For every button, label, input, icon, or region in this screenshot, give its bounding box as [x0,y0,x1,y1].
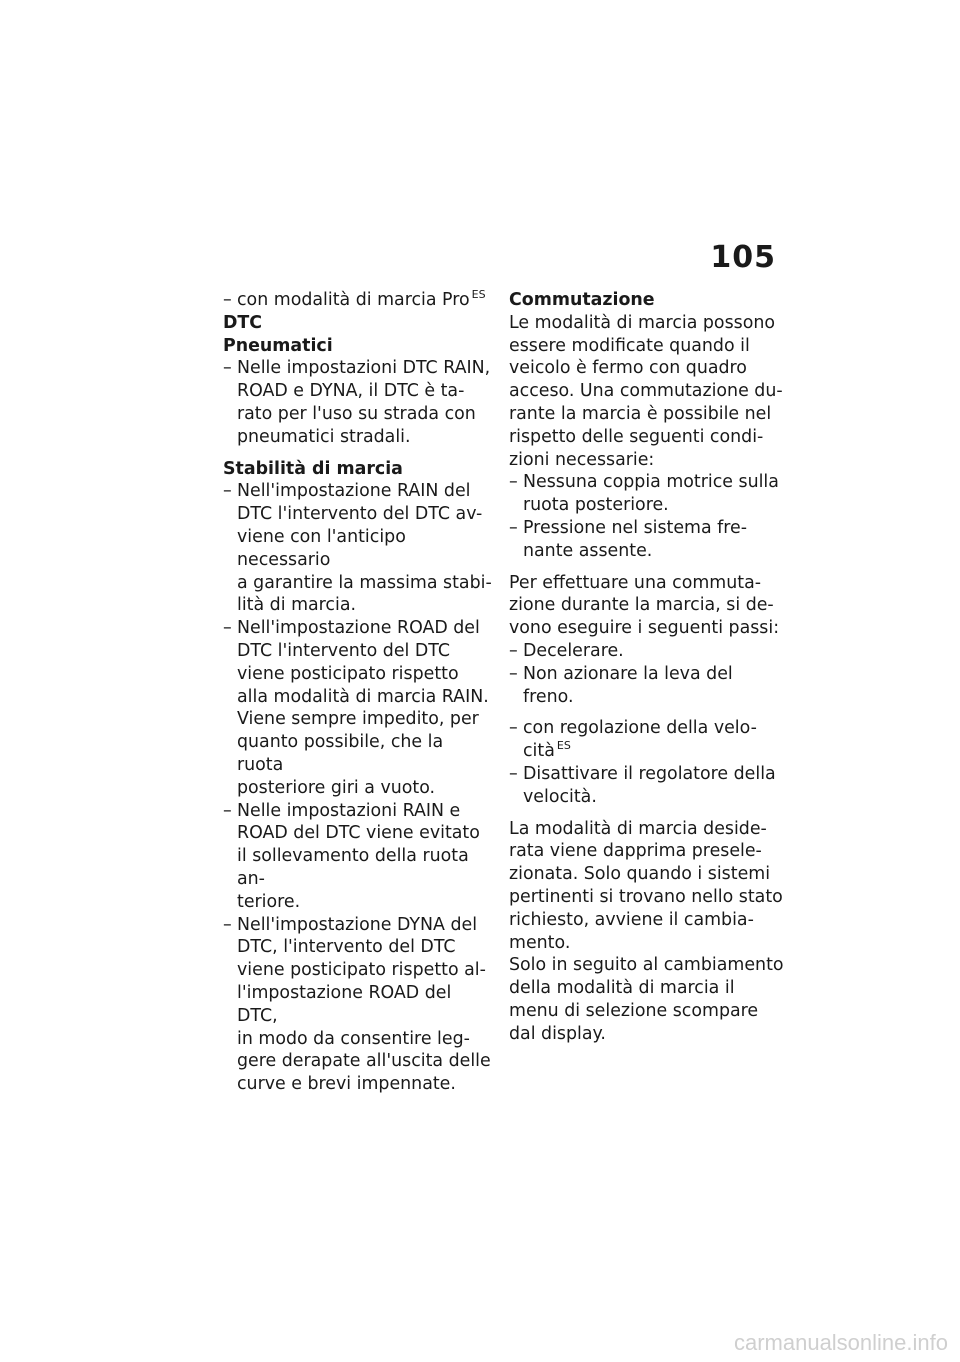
line: lità di marcia. [237,595,357,616]
line: richiesto, avviene il cambia- [509,909,754,930]
list-item [223,914,493,1096]
list-item [509,640,784,663]
es-mark: ES [471,288,486,302]
line: mento. [509,932,571,953]
line: Nessuna coppia motrice sulla [523,472,779,493]
line: Solo in seguito al cambiamento [509,955,784,976]
left-column [223,289,493,1096]
line: La modalità di marcia deside- [509,818,767,839]
line: l'impostazione ROAD del DTC, [237,982,452,1026]
line: Viene sempre impedito, per [237,709,479,730]
dash: – [509,472,518,493]
steps-intro [509,572,784,640]
line: rispetto delle seguenti condi- [509,426,764,447]
line: con regolazione della velo- [523,718,757,739]
line: viene posticipato rispetto al- [237,960,486,981]
line: Nelle impostazioni RAIN e [237,800,461,821]
dash: – [223,618,232,639]
line: rata viene dapprima presele- [509,841,762,862]
line: ruota posteriore. [523,495,669,516]
switch-heading: Commutazione [509,290,655,310]
line: menu di selezione scompare [509,1000,759,1021]
line [523,740,784,763]
line: velocità. [523,786,597,807]
line: ROAD del DTC viene evitato [237,823,480,844]
final-paragraph [509,954,784,1045]
dash: – [223,914,232,935]
es-mark: ES [556,739,571,753]
line: DTC, l'intervento del DTC [237,937,456,958]
dtc-heading: DTC [223,312,263,333]
line: zioni necessarie: [509,449,655,470]
line: rante la marcia è possibile nel [509,403,772,424]
cruise-control-note [509,717,784,763]
dash: – [223,800,232,821]
list-item [223,480,493,617]
line: nante assente. [523,540,653,561]
line: a garantire la massima stabi- [237,572,492,593]
line: zione durante la marcia, si de- [509,595,774,616]
pro-mode-text: con modalità di marcia Pro [237,290,470,310]
watermark: carmanualsonline.info [733,1330,948,1355]
list-item [509,517,784,563]
dash: – [509,517,518,538]
line: dal display. [509,1023,606,1044]
line: rato per l'uso su strada con [237,403,476,424]
cruise-line-text: cità [523,741,555,762]
intro-paragraph [509,312,784,472]
line: Le modalità di marcia possono [509,312,775,333]
line: gere derapate all'uscita delle [237,1051,491,1072]
line: veicolo è fermo con quadro [509,358,747,379]
line: DTC l'intervento del DTC av- [237,504,483,525]
line: pertinenti si trovano nello stato [509,886,783,907]
line: viene posticipato rispetto [237,663,459,684]
list-item [509,763,784,809]
line: posteriore giri a vuoto. [237,777,436,798]
line: vono eseguire i seguenti passi: [509,618,780,639]
dash: – [223,290,232,310]
list-item [223,357,493,448]
list-item [509,471,784,517]
dash: – [223,358,232,379]
line: Nelle impostazioni DTC RAIN, [237,358,491,379]
line: alla modalità di marcia RAIN. [237,686,489,707]
right-column [509,289,784,1046]
line: DTC l'intervento del DTC [237,640,451,661]
page-number: 105 [710,240,776,275]
stability-heading: Stabilità di marcia [223,458,403,479]
line: in modo da consentire leg- [237,1028,470,1049]
line: quanto possibile, che la ruota [237,732,444,775]
line: Non azionare la leva del freno. [523,663,733,707]
line: Per effettuare una commuta- [509,572,762,593]
line: viene con l'anticipo necessario [237,526,406,570]
line: Nell'impostazione DYNA del [237,914,478,935]
line: Decelerare. [523,640,624,661]
line: essere modificate quando il [509,335,750,356]
line: zionata. Solo quando i sistemi [509,864,771,885]
line: curve e brevi impennate. [237,1074,456,1095]
line: ROAD e DYNA, il DTC è ta- [237,381,465,402]
line: Disattivare il regolatore della [523,763,776,784]
pro-mode-note [223,289,493,312]
list-item [223,800,493,914]
list-item [509,663,784,709]
line: il sollevamento della ruota an- [237,846,469,889]
dash: – [509,640,518,661]
result-paragraph [509,818,784,955]
dash: – [509,663,518,684]
list-item [223,617,493,799]
dash: – [509,763,518,784]
line: della modalità di marcia il [509,978,735,999]
dash: – [223,481,232,502]
line: Nell'impostazione ROAD del [237,618,480,639]
line: acceso. Una commutazione du- [509,381,783,402]
line: Nell'impostazione RAIN del [237,481,471,502]
line: Pressione nel sistema fre- [523,517,748,538]
dash: – [509,718,518,739]
tyres-heading: Pneumatici [223,335,333,356]
line: teriore. [237,891,301,912]
line: pneumatici stradali. [237,426,411,447]
